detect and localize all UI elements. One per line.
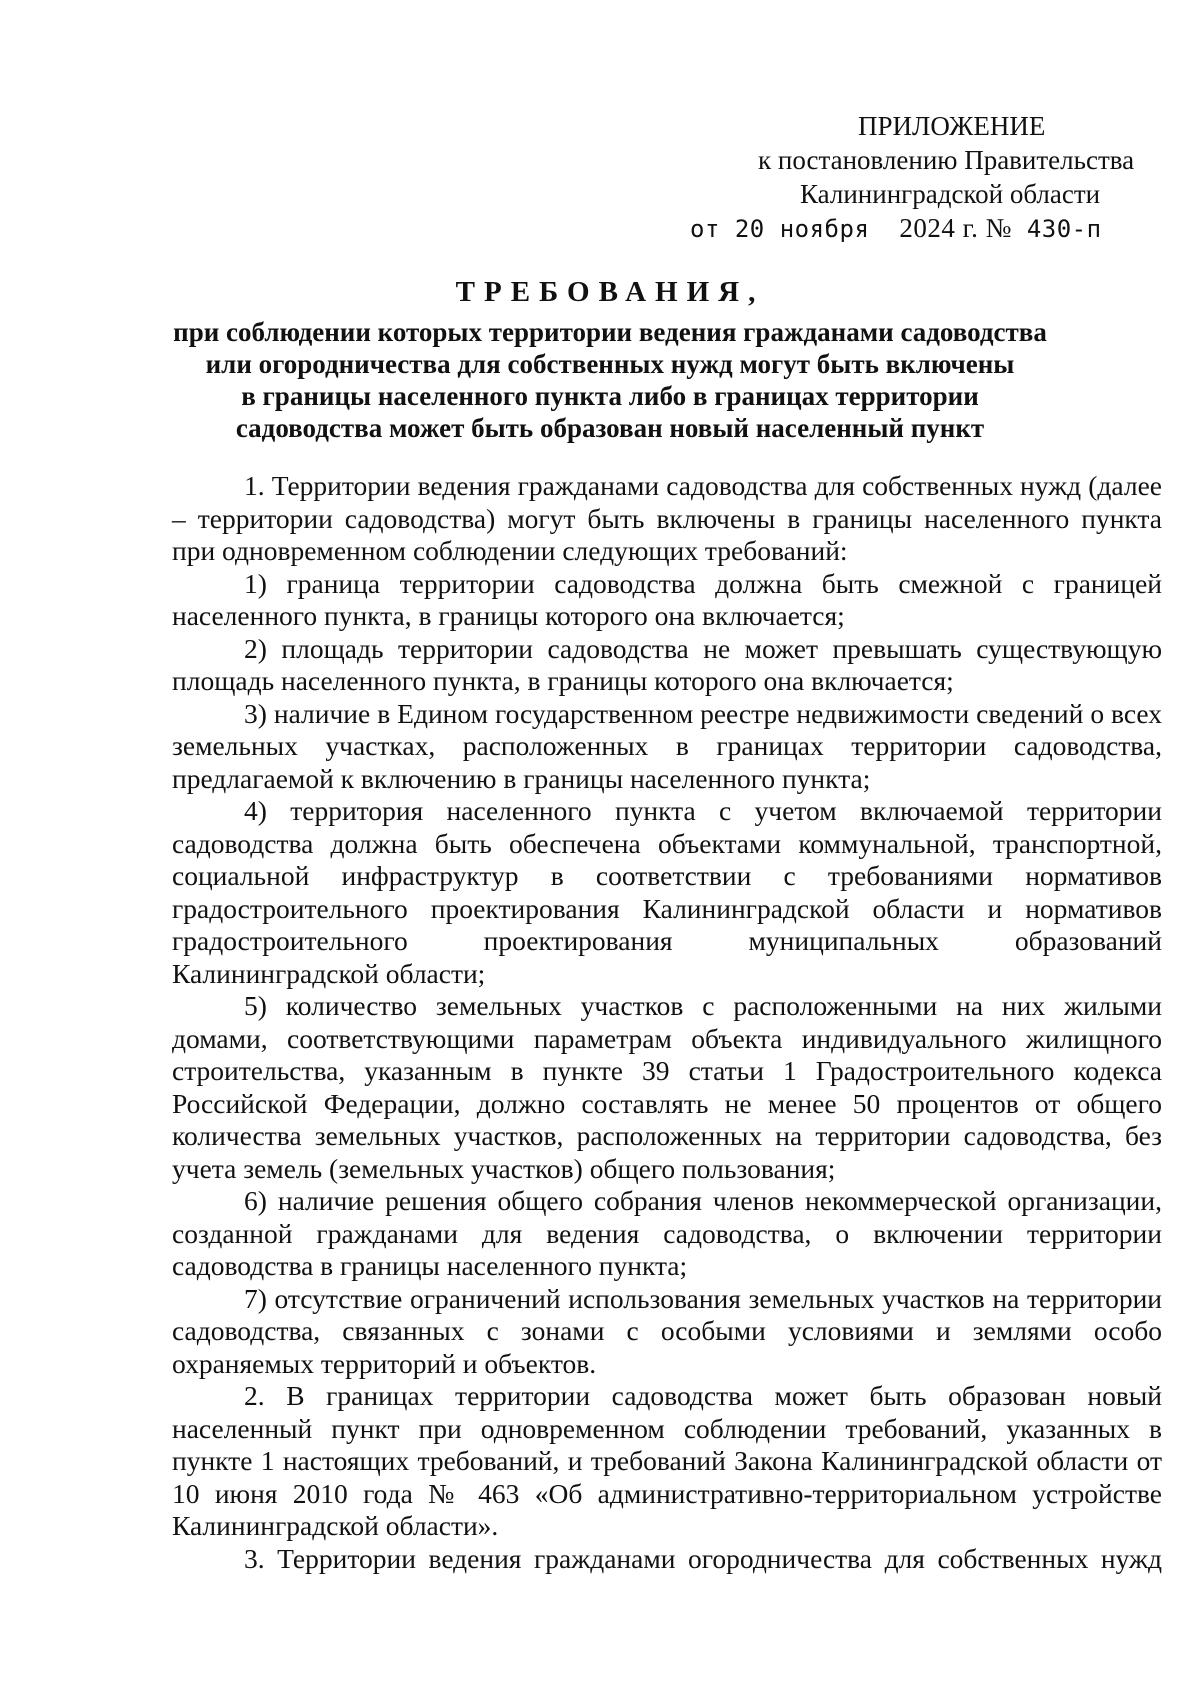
resolution-number: 430-п — [1026, 215, 1102, 243]
paragraph-1-6: 6) наличие решения общего собрания членов некоммерческой организации, созданной гражданами для ведения садоводства, о включении территории садоводства в границы населенного пункта; — [172, 1185, 1162, 1281]
paragraph-1-5: 5) количество земельных участков с расположенными на них жилыми домами, соответствующими параметрам объекта индивидуального жилищного строительства, указанным в пункте 39 статьи 1 Градостроительного кодекса Российской Федерации, должно составлять не менее 50 процентов от общего количества земельных участков, расположенных на территории садоводства, без учета земель (земельных участков) общего пользования; — [172, 990, 1162, 1184]
title-subline: в границы населенного пункта либо в границах территории — [241, 381, 979, 411]
paragraph-2: 2. В границах территории садоводства может быть образован новый населенный пункт при одновременном соблюдении требований, указанных в пункте 1 настоящих требований, и требований Закона Калининградской области от 10 июня 2010 года № 463 «Об административно-территориальном устройстве Калининградской области». — [172, 1380, 1162, 1541]
resolution-reference: к постановлению Правительства — [758, 145, 1135, 175]
region-name: Калининградской области — [800, 179, 1101, 209]
resolution-date-line — [690, 212, 1102, 245]
date-value: 20 ноября — [734, 215, 870, 243]
paragraph-1: 1. Территории ведения гражданами садоводства для собственных нужд (далее – территории садоводства) могут быть включены в границы населенного пункта при одновременном соблюдении следующих требований: — [172, 470, 1162, 566]
title-subline: или огородничества для собственных нужд могут быть включены — [205, 349, 1015, 379]
paragraph-1-7: 7) отсутствие ограничений использования земельных участков на территории садоводства, связанных с зонами с особыми условиями и землями особо охраняемых территорий и объектов. — [172, 1282, 1162, 1379]
paragraph-3: 3. Территории ведения гражданами огородничества для собственных нужд — [244, 1542, 1162, 1574]
paragraph-1-4: 4) территория населенного пункта с учетом включаемой территории садоводства должна быть обеспечена объектами коммунальной, транспортной, социальной инфраструктур в соответствии с требованиями нормативов градостроительного проектирования Калининградской области и нормативов градостроительного проектирования муниципальных образований Калининградской области; — [172, 795, 1162, 989]
document-title: ТРЕБОВАНИЯ, — [455, 276, 765, 308]
paragraph-1-2: 2) площадь территории садоводства не может превышать существующую площадь населенного пункта, в границы которого она включается; — [172, 632, 1162, 696]
document-body — [172, 470, 1162, 1575]
paragraph-1-1: 1) граница территории садоводства должна быть смежной с границей населенного пункта, в границы которого она включается; — [172, 567, 1162, 631]
appendix-label: ПРИЛОЖЕНИЕ — [858, 111, 1046, 141]
title-subline: садоводства может быть образован новый населенный пункт — [235, 413, 985, 443]
paragraph-1-3: 3) наличие в Едином государственном реестре недвижимости сведений о всех земельных участках, расположенных в границах территории садоводства, предлагаемой к включению в границы населенного пункта; — [172, 697, 1162, 794]
title-subline: при соблюдении которых территории ведения гражданами садоводства — [173, 317, 1047, 347]
year-label: 2024 г. № — [899, 213, 1012, 243]
date-prefix: от — [690, 215, 720, 243]
